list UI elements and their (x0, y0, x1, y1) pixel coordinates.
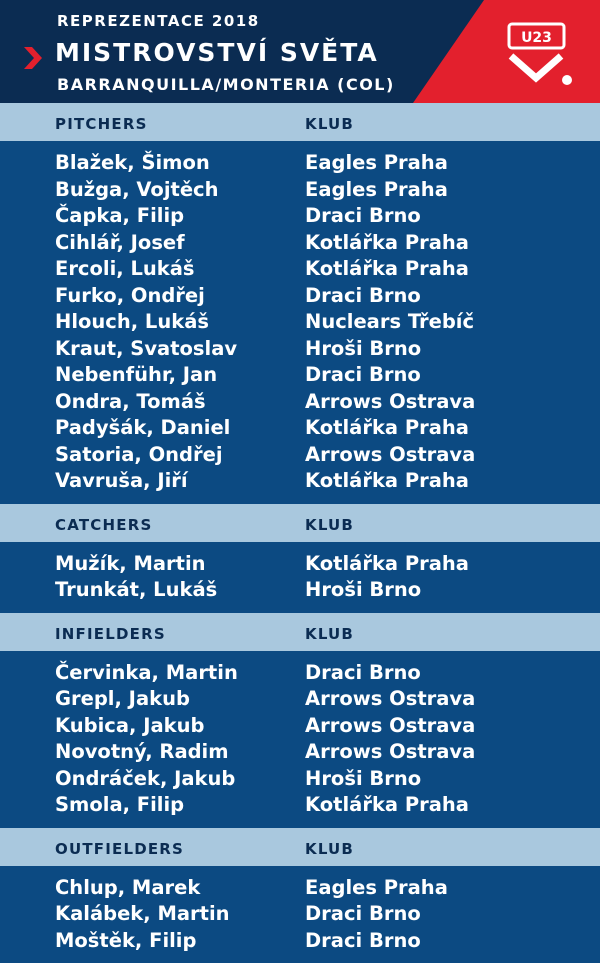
player-club: Draci Brno (305, 661, 421, 684)
player-club: Eagles Praha (305, 151, 448, 174)
club-column-heading: KLUB (305, 115, 354, 133)
player-row (0, 230, 600, 257)
player-row (0, 686, 600, 713)
section-title: OUTFIELDERS (55, 840, 184, 858)
player-name: Blažek, Šimon (55, 151, 210, 174)
player-club: Kotlářka Praha (305, 257, 469, 280)
player-row (0, 577, 600, 604)
section-header (0, 613, 600, 651)
player-row (0, 362, 600, 389)
player-club: Draci Brno (305, 204, 421, 227)
player-name: Padyšák, Daniel (55, 416, 230, 439)
player-name: Moštěk, Filip (55, 929, 196, 952)
player-name: Ondra, Tomáš (55, 390, 206, 413)
player-row (0, 875, 600, 902)
player-row (0, 415, 600, 442)
player-row (0, 256, 600, 283)
player-name: Červinka, Martin (55, 661, 238, 684)
player-row (0, 309, 600, 336)
player-row (0, 551, 600, 578)
player-club: Eagles Praha (305, 178, 448, 201)
player-name: Ercoli, Lukáš (55, 257, 195, 280)
player-row (0, 336, 600, 363)
player-club: Draci Brno (305, 363, 421, 386)
player-club: Draci Brno (305, 902, 421, 925)
player-row (0, 150, 600, 177)
player-club: Arrows Ostrava (305, 687, 475, 710)
player-name: Grepl, Jakub (55, 687, 190, 710)
player-name: Kalábek, Martin (55, 902, 230, 925)
player-row (0, 739, 600, 766)
player-row (0, 468, 600, 495)
player-row (0, 792, 600, 819)
player-row (0, 713, 600, 740)
player-name: Furko, Ondřej (55, 284, 205, 307)
player-club: Hroši Brno (305, 578, 421, 601)
player-list (0, 866, 600, 963)
player-list (0, 651, 600, 828)
player-name: Čapka, Filip (55, 204, 184, 227)
player-club: Hroši Brno (305, 337, 421, 360)
player-row (0, 177, 600, 204)
player-name: Kraut, Svatoslav (55, 337, 237, 360)
club-column-heading: KLUB (305, 516, 354, 534)
chevron-right-icon (22, 45, 44, 71)
player-name: Bužga, Vojtěch (55, 178, 219, 201)
player-club: Arrows Ostrava (305, 390, 475, 413)
u23-logo-icon (505, 20, 575, 90)
player-list (0, 141, 600, 504)
player-club: Arrows Ostrava (305, 714, 475, 737)
section-header (0, 103, 600, 141)
player-row (0, 660, 600, 687)
player-club: Kotlářka Praha (305, 416, 469, 439)
player-name: Cihlář, Josef (55, 231, 185, 254)
player-name: Trunkát, Lukáš (55, 578, 217, 601)
player-name: Kubica, Jakub (55, 714, 204, 737)
player-club: Hroši Brno (305, 767, 421, 790)
player-row (0, 389, 600, 416)
header-supertitle: REPREZENTACE 2018 (57, 12, 260, 30)
player-club: Arrows Ostrava (305, 740, 475, 763)
player-name: Hlouch, Lukáš (55, 310, 209, 333)
logo-text: U23 (521, 30, 552, 46)
section-title: CATCHERS (55, 516, 152, 534)
player-club: Nuclears Třebíč (305, 310, 474, 333)
section-header (0, 504, 600, 542)
header-title: MISTROVSTVÍ SVĚTA (55, 38, 379, 67)
player-club: Kotlářka Praha (305, 552, 469, 575)
player-club: Draci Brno (305, 929, 421, 952)
section-title: INFIELDERS (55, 625, 166, 643)
club-column-heading: KLUB (305, 625, 354, 643)
club-column-heading: KLUB (305, 840, 354, 858)
header-subtitle: BARRANQUILLA/MONTERIA (COL) (57, 75, 395, 94)
player-club: Kotlářka Praha (305, 793, 469, 816)
player-row (0, 928, 600, 955)
player-name: Chlup, Marek (55, 876, 200, 899)
player-row (0, 766, 600, 793)
section-title: PITCHERS (55, 115, 148, 133)
section-header (0, 828, 600, 866)
player-row (0, 203, 600, 230)
player-club: Draci Brno (305, 284, 421, 307)
player-club: Eagles Praha (305, 876, 448, 899)
player-name: Nebenführ, Jan (55, 363, 217, 386)
player-club: Kotlářka Praha (305, 469, 469, 492)
player-name: Smola, Filip (55, 793, 184, 816)
player-name: Novotný, Radim (55, 740, 229, 763)
player-name: Satoria, Ondřej (55, 443, 223, 466)
roster-header (0, 0, 600, 103)
player-name: Ondráček, Jakub (55, 767, 235, 790)
player-row (0, 283, 600, 310)
player-row (0, 442, 600, 469)
player-club: Kotlářka Praha (305, 231, 469, 254)
player-club: Arrows Ostrava (305, 443, 475, 466)
player-list (0, 542, 600, 613)
roster-sections (0, 103, 600, 963)
player-name: Vavruša, Jiří (55, 469, 188, 492)
player-name: Mužík, Martin (55, 552, 206, 575)
player-row (0, 901, 600, 928)
